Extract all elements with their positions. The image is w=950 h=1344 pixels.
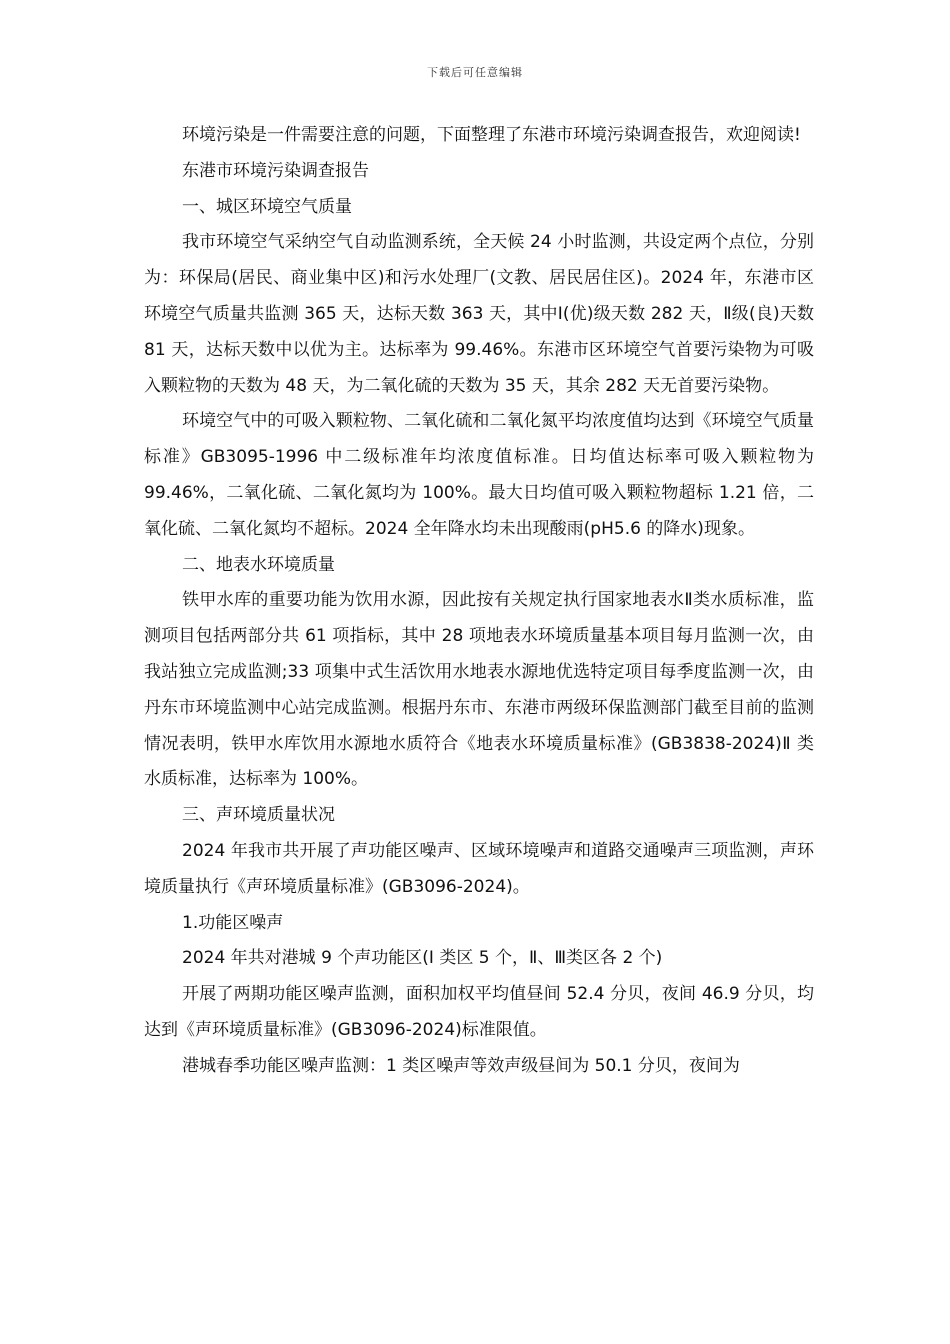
paragraph: 我市环境空气采纳空气自动监测系统，全天候 24 小时监测，共设定两个点位，分别为：环保局(居民、商业集中区)和污水处理厂(文教、居民居住区)。2024 年，东港市区环境空气质量共监测 365 天，达标天数 363 天，其中Ⅰ(优)级天数 282 天，Ⅱ级(良)天数 81 天，达标天数中以优为主。达标率为 99.46%。东港市区环境空气首要污染物为可吸入颗粒物的天数为 48 天，为二氧化硫的天数为 35 天，其余 282 天无首要污染物。 <box>144 232 814 396</box>
paragraph: 开展了两期功能区噪声监测，面积加权平均值昼间 52.4 分贝，夜间 46.9 分贝，均达到《声环境质量标准》(GB3096-2024)标准限值。 <box>144 984 814 1040</box>
document-title: 东港市环境污染调查报告 <box>182 160 369 181</box>
section-heading-noise: 三、声环境质量状况 <box>182 805 335 826</box>
section-heading-air: 一、城区环境空气质量 <box>182 196 352 217</box>
paragraph: 2024 年共对港城 9 个声功能区(Ⅰ 类区 5 个，Ⅱ、Ⅲ类区各 2 个) <box>182 948 663 969</box>
subsection-heading-functional-zone-noise: 1.功能区噪声 <box>182 912 284 933</box>
page-header: 下载后可任意编辑 <box>427 66 523 79</box>
paragraph: 港城春季功能区噪声监测：1 类区噪声等效声级昼间为 50.1 分贝，夜间为 <box>182 1055 740 1076</box>
intro-paragraph: 环境污染是一件需要注意的问题，下面整理了东港市环境污染调查报告，欢迎阅读! <box>182 125 801 145</box>
paragraph: 2024 年我市共开展了声功能区噪声、区域环境噪声和道路交通噪声三项监测，声环境质量执行《声环境质量标准》(GB3096-2024)。 <box>144 840 814 897</box>
paragraph: 环境空气中的可吸入颗粒物、二氧化硫和二氧化氮平均浓度值均达到《环境空气质量标准》GB3095-1996 中二级标准年均浓度值标准。日均值达标率可吸入颗粒物为 99.46%，二氧化硫、二氧化氮均为 100%。最大日均值可吸入颗粒物超标 1.21 倍，二氧化硫、二氧化氮均不超标。2024 全年降水均未出现酸雨(pH5.6 的降水)现象。 <box>144 411 814 539</box>
document-body <box>144 118 814 1085</box>
section-heading-water: 二、地表水环境质量 <box>182 554 335 575</box>
paragraph: 铁甲水库的重要功能为饮用水源，因此按有关规定执行国家地表水Ⅱ类水质标准，监测项目包括两部分共 61 项指标，其中 28 项地表水环境质量基本项目每月监测一次，由我站独立完成监测;33 项集中式生活饮用水地表水源地优选特定项目每季度监测一次，由丹东市环境监测中心站完成监测。根据丹东市、东港市两级环保监测部门截至目前的监测情况表明，铁甲水库饮用水源地水质符合《地表水环境质量标准》(GB3838-2024)Ⅱ 类水质标准，达标率为 100%。 <box>144 590 814 790</box>
